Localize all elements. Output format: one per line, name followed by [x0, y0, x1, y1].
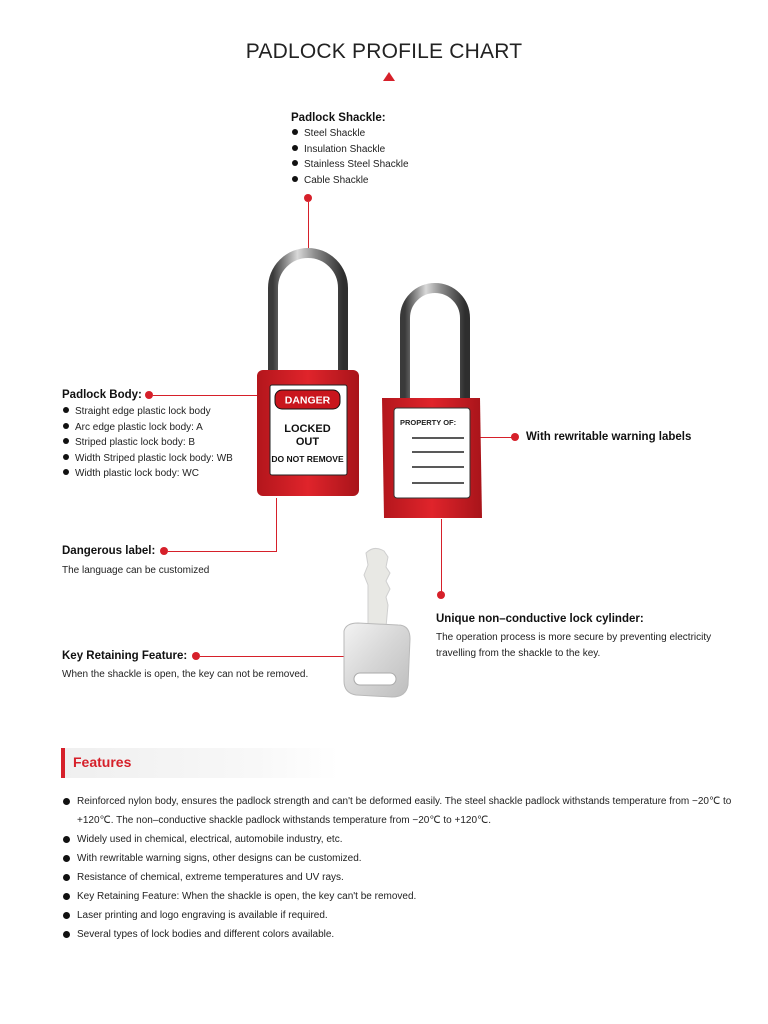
body-callout-dot	[145, 391, 153, 399]
feature-item: Reinforced nylon body, ensures the padlock strength and can't be deformed easily. The steel shackle padlock withstands temperature from −20℃ to +120℃. The non–conductive shackle padlock withstands temperature from −20℃ to +120℃.	[63, 792, 743, 830]
feature-item: Widely used in chemical, electrical, automobile industry, etc.	[63, 830, 743, 849]
danger-callout-line-v	[276, 498, 277, 552]
danger-label-heading: Dangerous label:	[62, 545, 156, 557]
body-callout-line	[153, 395, 263, 396]
rewritable-labels-heading: With rewritable warning labels	[526, 431, 692, 443]
cylinder-callout-dot	[437, 591, 445, 599]
body-list	[63, 404, 233, 482]
shackle-callout-dot	[304, 194, 312, 202]
body-item: Striped plastic lock body: B	[63, 435, 233, 451]
features-list	[63, 792, 743, 944]
body-item: Straight edge plastic lock body	[63, 404, 233, 420]
feature-item: Laser printing and logo engraving is available if required.	[63, 906, 743, 925]
shackle-item: Cable Shackle	[292, 173, 409, 189]
body-item: Width Striped plastic lock body: WB	[63, 451, 233, 467]
key-callout-dot	[192, 652, 200, 660]
danger-callout-line-h	[168, 551, 276, 552]
danger-label-text: The language can be customized	[62, 565, 210, 576]
features-accent-bar	[61, 748, 65, 778]
danger-padlock-image	[255, 248, 361, 498]
title-triangle-marker	[383, 72, 395, 81]
shackle-heading: Padlock Shackle:	[291, 112, 386, 124]
locked-tag-text: LOCKED	[284, 423, 331, 435]
page-title: PADLOCK PROFILE CHART	[245, 40, 523, 63]
key-text: When the shackle is open, the key can not be removed.	[62, 669, 309, 680]
property-padlock-image	[378, 282, 484, 522]
features-title: Features	[73, 754, 132, 770]
feature-item: Several types of lock bodies and different colors available.	[63, 925, 743, 944]
shackle-item: Stainless Steel Shackle	[292, 157, 409, 173]
key-heading: Key Retaining Feature:	[62, 650, 188, 662]
property-of-text: PROPERTY OF:	[400, 418, 457, 427]
do-not-remove-tag-text: DO NOT REMOVE	[271, 454, 344, 464]
cylinder-text: The operation process is more secure by preventing electricity travelling from the shackle to the key.	[436, 632, 712, 659]
labels-callout-dot	[511, 433, 519, 441]
feature-item: Key Retaining Feature: When the shackle is open, the key can't be removed.	[63, 887, 743, 906]
danger-tag-text: DANGER	[284, 394, 331, 407]
body-item: Width plastic lock body: WC	[63, 466, 233, 482]
out-tag-text: OUT	[295, 436, 320, 448]
body-heading: Padlock Body:	[62, 389, 142, 401]
body-item: Arc edge plastic lock body: A	[63, 420, 233, 436]
key-callout-line	[200, 656, 344, 657]
cylinder-heading: Unique non–conductive lock cylinder:	[436, 613, 644, 625]
shackle-list	[292, 126, 409, 188]
cylinder-callout-line	[441, 519, 442, 593]
feature-item: Resistance of chemical, extreme temperatures and UV rays.	[63, 868, 743, 887]
danger-callout-dot	[160, 547, 168, 555]
shackle-item: Steel Shackle	[292, 126, 409, 142]
key-image	[338, 545, 416, 703]
feature-item: With rewritable warning signs, other designs can be customized.	[63, 849, 743, 868]
shackle-callout-line	[308, 202, 309, 250]
shackle-item: Insulation Shackle	[292, 142, 409, 158]
